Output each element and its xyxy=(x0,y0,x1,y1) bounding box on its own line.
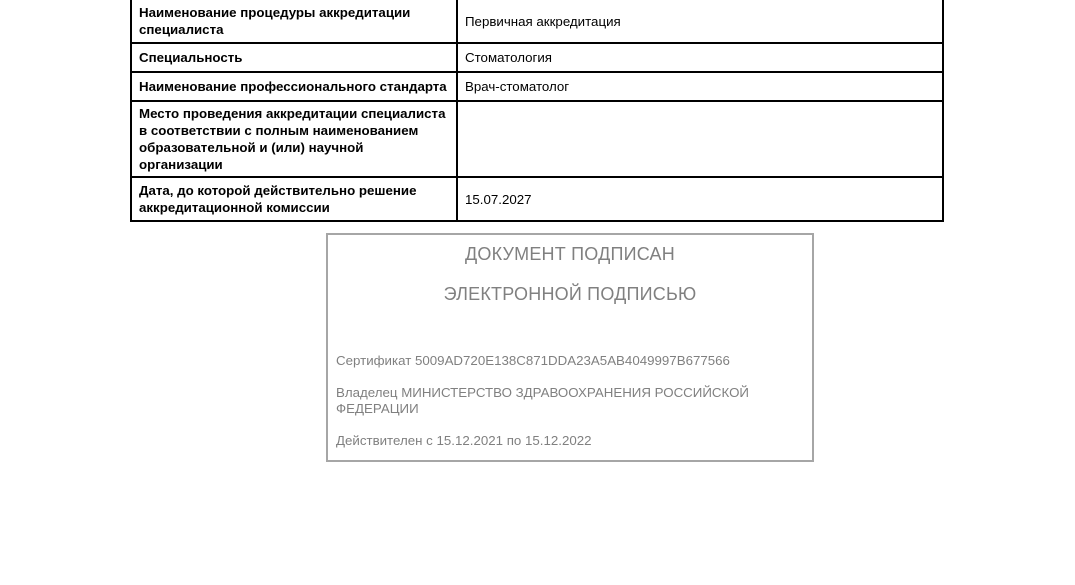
row-value-standard: Врач-стоматолог xyxy=(457,72,943,101)
row-label-procedure: Наименование процедуры аккредитации специалиста xyxy=(131,0,457,43)
table-row xyxy=(131,177,943,221)
stamp-heading-signed: ДОКУМЕНТ ПОДПИСАН xyxy=(465,244,675,264)
accreditation-table xyxy=(130,0,944,222)
row-value-specialty: Стоматология xyxy=(457,43,943,72)
table-row xyxy=(131,0,943,43)
electronic-signature-stamp xyxy=(326,233,814,462)
table-row xyxy=(131,101,943,177)
stamp-certificate: Сертификат 5009AD720E138C871DDA23A5AB4049997B677566 xyxy=(336,353,730,368)
row-value-location xyxy=(457,101,943,177)
row-label-standard: Наименование профессионального стандарта xyxy=(131,72,457,101)
row-value-decision-date: 15.07.2027 xyxy=(457,177,943,221)
stamp-owner: Владелец МИНИСТЕРСТВО ЗДРАВООХРАНЕНИЯ РОССИЙСКОЙ ФЕДЕРАЦИИ xyxy=(336,385,749,416)
row-label-specialty: Специальность xyxy=(131,43,457,72)
stamp-validity: Действителен с 15.12.2021 по 15.12.2022 xyxy=(336,433,592,448)
row-label-location: Место проведения аккредитации специалиста в соответствии с полным наименованием образовательной и (или) научной организации xyxy=(131,101,457,177)
table-row xyxy=(131,43,943,72)
row-value-procedure: Первичная аккредитация xyxy=(457,0,943,43)
table-row xyxy=(131,72,943,101)
row-label-decision-date: Дата, до которой действительно решение аккредитационной комиссии xyxy=(131,177,457,221)
stamp-heading-electronic: ЭЛЕКТРОННОЙ ПОДПИСЬЮ xyxy=(443,284,697,304)
